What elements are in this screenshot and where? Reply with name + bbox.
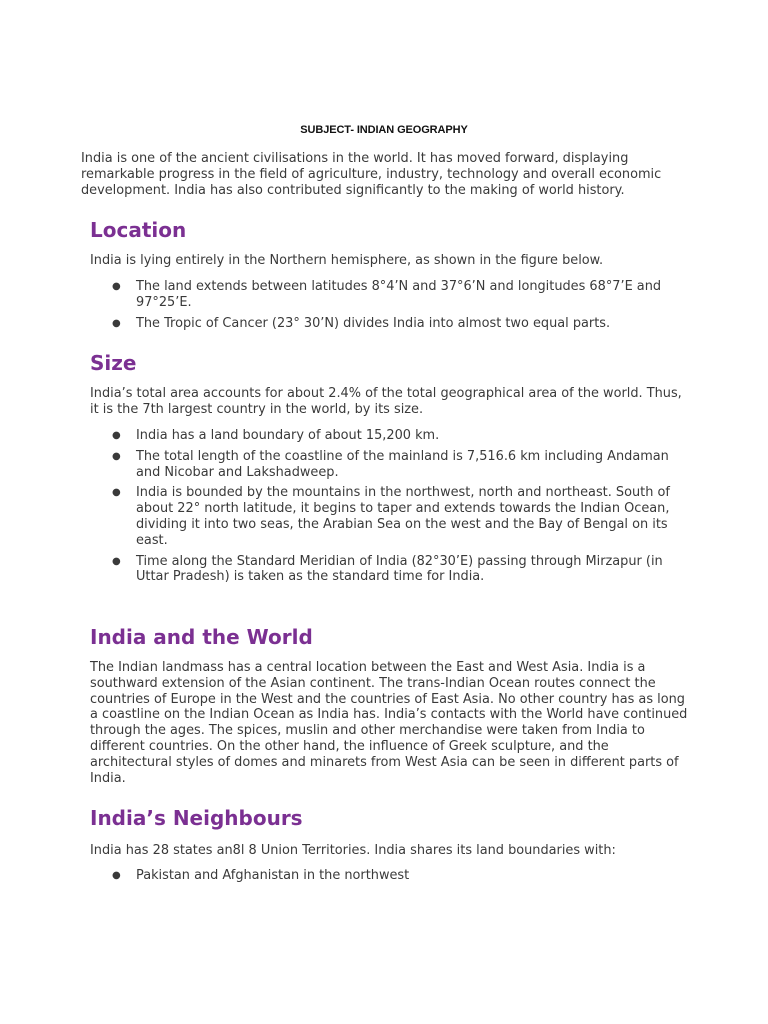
bullet-icon: ● [112, 450, 121, 462]
size-heading: Size [90, 351, 137, 375]
location-heading: Location [90, 218, 187, 242]
list-item [90, 316, 690, 332]
list-item [90, 868, 690, 884]
size-bullet-list [90, 428, 690, 590]
size-paragraph: India’s total area accounts for about 2.4% of the total geographical area of the world. Thus, it is the 7th largest country in the world, by its size. [90, 386, 682, 417]
list-item-text: Pakistan and Afghanistan in the northwest [136, 868, 410, 883]
location-bullet-list [90, 279, 690, 336]
list-item-text: The Tropic of Cancer (23° 30’N) divides India into almost two equal parts. [136, 315, 611, 331]
intro-paragraph: India is one of the ancient civilisations in the world. It has moved forward, displaying remarkable progress in the field of agriculture, industry, technology and overall economic development. India has also contributed significantly to the making of world history. [81, 151, 662, 198]
bullet-icon: ● [112, 430, 121, 441]
list-item [90, 279, 690, 311]
list-item-text: The land extends between latitudes 8°4’N and 37°6’N and longitudes 68°7’E and 97°25’E. [136, 279, 662, 310]
list-item-text: India is bounded by the mountains in the northwest, north and northeast. South of about 22° north latitude, it begins to taper and extends towards the Indian Ocean, dividing it into two seas, the Arabian Sea on the west and the Bay of Bengal on its east. [136, 485, 670, 548]
list-item [90, 485, 690, 548]
list-item [90, 428, 690, 444]
world-heading: India and the World [90, 625, 313, 649]
list-item-text: The total length of the coastline of the mainland is 7,516.6 km including Andaman and Nicobar and Lakshadweep. [136, 448, 669, 480]
bullet-icon: ● [112, 870, 121, 881]
list-item-text: Time along the Standard Meridian of India (82°30’E) passing through Mirzapur (in Uttar Pradesh) is taken as the standard time for India. [136, 553, 663, 585]
neighbours-heading: India’s Neighbours [90, 806, 303, 830]
subject-title: SUBJECT- INDIAN GEOGRAPHY [300, 124, 468, 136]
list-item [90, 554, 690, 586]
bullet-icon: ● [112, 317, 121, 329]
neighbours-paragraph: India has 28 states an8l 8 Union Territories. India shares its land boundaries with: [90, 843, 616, 858]
location-paragraph: India is lying entirely in the Northern hemisphere, as shown in the figure below. [90, 253, 604, 268]
bullet-icon: ● [112, 487, 121, 499]
bullet-icon: ● [112, 281, 121, 292]
bullet-icon: ● [112, 555, 121, 567]
neighbours-bullet-list [90, 868, 690, 889]
list-item-text: India has a land boundary of about 15,200 km. [136, 428, 440, 443]
list-item [90, 449, 690, 481]
world-paragraph: The Indian landmass has a central location between the East and West Asia. India is a southward extension of the Asian continent. The trans-Indian Ocean routes connect the countries of Europe in the West and the countries of East Asia. No other country has as long a coastline on the Indian Ocean as India has. India’s contacts with the World have continued through the ages. The spices, muslin and other merchandise were taken from India to different countries. On the other hand, the influence of Greek sculpture, and the architectural styles of domes and minarets from West Asia can be seen in different parts of India. [90, 660, 688, 786]
